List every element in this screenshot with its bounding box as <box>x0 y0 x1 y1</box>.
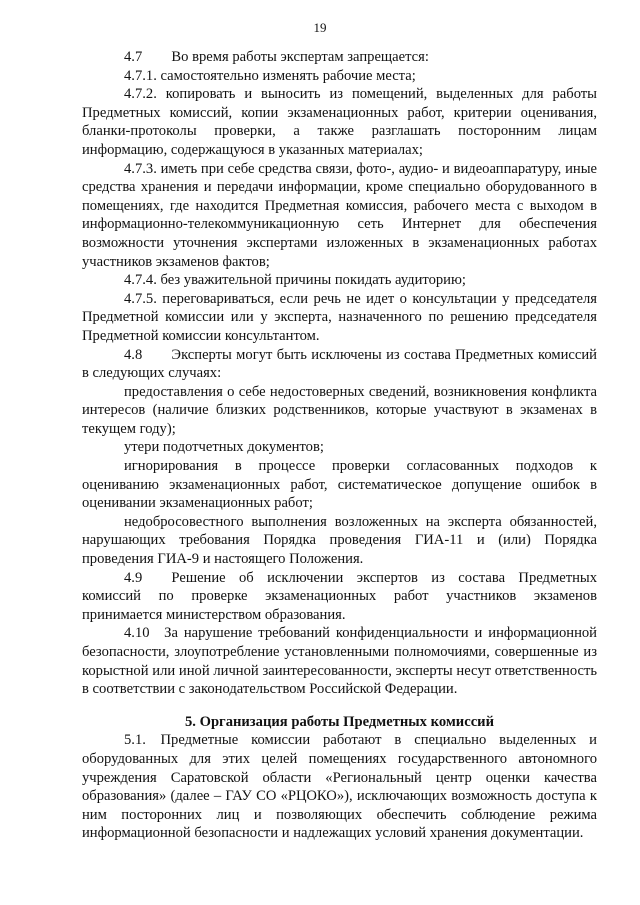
paragraph-4-7-5: 4.7.5. переговариваться, если речь не идет о консультации у председателя Предметной комиссии или у эксперта, назначенного по решению председателя Предметной комиссии консультантом. <box>82 290 597 344</box>
document-body <box>82 48 597 843</box>
page-number: 19 <box>313 20 327 35</box>
paragraph-4-7-2: 4.7.2. копировать и выносить из помещений, выделенных для работы Предметных комиссий, копии экзаменационных работ, критерии оценивания, бланки-протоколы проверки, а также разглашать посторонним лицам информацию, содержащуюся в указанных материалах; <box>82 86 597 158</box>
paragraph-4-8-item-d: недобросовестного выполнения возложенных на эксперта обязанностей, нарушающих требования Порядка проведения ГИА-11 и (или) Порядка проведения ГИА-9 и настоящего Положения. <box>82 513 597 568</box>
paragraph-4-8: 4.8 Эксперты могут быть исключены из состава Предметных комиссий в следующих случаях: <box>82 346 597 382</box>
paragraph-4-9: 4.9 Решение об исключении экспертов из состава Предметных комиссий по проверке экзаменационных работ участников экзаменов принимается министерством образования. <box>82 569 597 623</box>
paragraph-4-7-3: 4.7.3. иметь при себе средства связи, фото-, аудио- и видеоаппаратуру, иные средства хранения и передачи информации, кроме специально оборудованного в помещениях, где находится Предметная комиссия, рабочего места с выходом в информационно-телекоммуникационную сеть Интернет для обеспечения возможности уточнения экспертами изложенных в экзаменационных работах участников экзаменов фактов; <box>82 160 597 270</box>
paragraph-4-8-item-a: предоставления о себе недостоверных сведений, возникновения конфликта интересов (наличие близких родственников, которые участвуют в экзаменах в текущем году); <box>82 383 597 437</box>
paragraph-4-10: 4.10 За нарушение требований конфиденциальности и информационной безопасности, злоупотребление установленными полномочиями, совершенные из корыстной или иной личной заинтересованности, эксперты несут ответственность в соответствии с законодательством Российской Федерации. <box>82 625 597 698</box>
section-5-title: 5. Организация работы Предметных комиссий <box>185 713 494 730</box>
paragraph-4-8-item-c: игнорирования в процессе проверки согласованных подходов к оцениванию экзаменационных работ, систематическое допущение ошибок в оценивании экзаменационных работ; <box>82 458 597 512</box>
paragraph-4-7: 4.7 Во время работы экспертам запрещается: <box>124 49 429 65</box>
paragraph-4-7-1: 4.7.1. самостоятельно изменять рабочие места; <box>124 67 416 84</box>
paragraph-5-1: 5.1. Предметные комиссии работают в специально выделенных и оборудованных для этих целей помещениях государственного автономного учреждения Саратовской области «Региональный центр оценки качества образования» (далее – ГАУ СО «РЦОКО»), исключающих возможность доступа к ним посторонних лиц и позволяющих обеспечить соблюдение режима информационной безопасности и надлежащих условий хранения документации. <box>82 732 597 842</box>
paragraph-4-8-item-b: утери подотчетных документов; <box>124 439 324 456</box>
paragraph-4-7-4: 4.7.4. без уважительной причины покидать аудиторию; <box>124 272 466 289</box>
